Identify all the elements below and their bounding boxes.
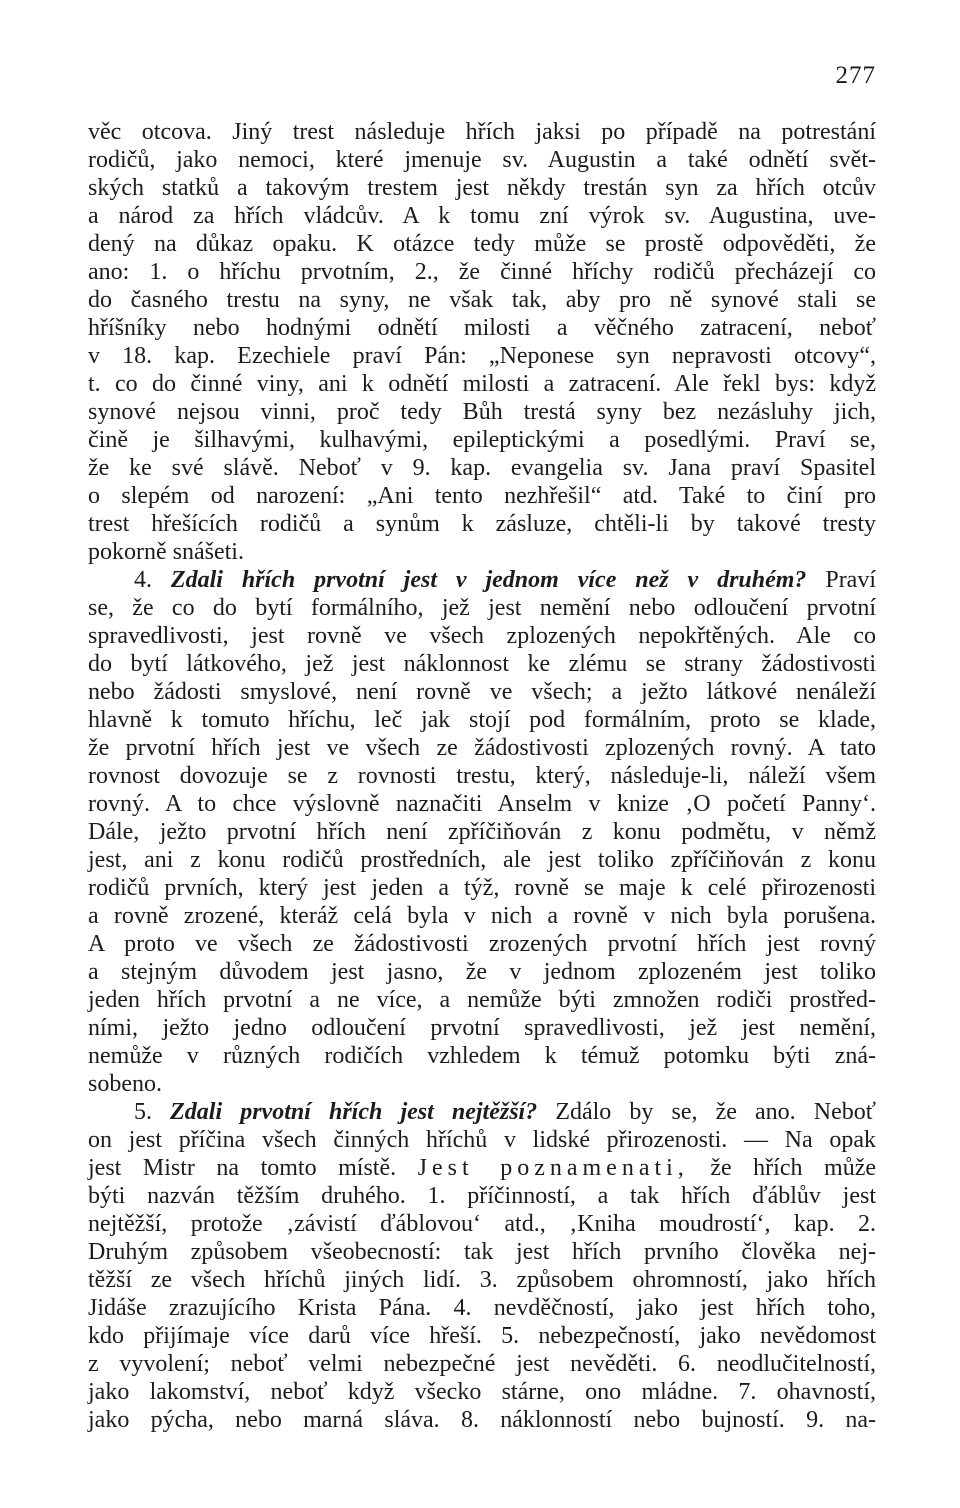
text-line: t. co do činné viny, ani k odnětí milosti a zatracení. Ale řekl bys: když [88,371,876,397]
question-number: 5. [134,1099,152,1125]
text-line: rovný. A to chce výslovně naznačiti Anselm v knize ‚O početí Panny‘. [88,791,876,817]
text-line: rodičů, jako nemoci, které jmenuje sv. Augustin a také odnětí svět- [88,147,876,173]
text-fragment: jest Mistr na tomto místě. [88,1155,397,1181]
text-line: synové nejsou vinni, proč tedy Bůh trestá syny bez nezásluhy jich, [88,399,876,425]
text-line: do bytí látkového, jež jest náklonnost ke zlému se strany žádostivosti [88,651,876,677]
text-line: se, že co do bytí formálního, jež jest nemění nebo odloučení prvotní [88,595,876,621]
question-number: 4. [134,567,152,593]
text-line: nemůže v různých rodičích vzhledem k témuž potomku býti zná- [88,1043,876,1069]
page-number: 277 [835,62,876,89]
text-line: o slepém od narození: „Ani tento nezhřešil“ atd. Také to činí pro [88,483,876,509]
text-line: býti nazván těžším druhého. 1. příčinností, a tak hřích ďáblův jest [88,1183,876,1209]
question-title: Zdali prvotní hřích jest nejtěžší? [170,1099,538,1125]
text-line: z vyvolení; neboť velmi nebezpečné jest nevěděti. 6. neodlučitelností, [88,1351,876,1377]
body-text [88,118,876,1434]
text-line: Jidáše zrazujícího Krista Pána. 4. nevděčností, jako jest hřích toho, [88,1295,876,1321]
text-line: sobeno. [88,1071,162,1097]
text-line: hříšníky nebo hodnými odnětí milosti a věčného zatracení, neboť [88,315,876,341]
text-line: že ke své slávě. Neboť v 9. kap. evangelia sv. Jana praví Spasitel [88,455,876,481]
text-line: jako pýcha, nebo marná sláva. 8. náklonností nebo bujností. 9. na- [88,1407,876,1433]
text-line: on jest příčina všech činných hříchů v lidské přirozenosti. — Na opak [88,1127,876,1153]
question-title: Zdali hřích prvotní jest v jednom více než v druhém? [170,567,807,593]
text-line: jeden hřích prvotní a ne více, a nemůže býti zmnožen rodiči prostřed- [88,987,876,1013]
question-heading-line [88,566,876,594]
text-line: kdo přijímaje více darů více hřeší. 5. nebezpečností, jako nevědomost [88,1323,876,1349]
spaced-emphasis: Jest poznamenati, [417,1155,689,1181]
text-line: věc otcova. Jiný trest následuje hřích jaksi po případě na potrestání [88,119,876,145]
text-line: jest, ani z konu rodičů prostředních, ale jest toliko zpříčiňován z konu [88,847,876,873]
text-line: ských statků a takovým trestem jest někdy trestán syn za hřích otcův [88,175,876,201]
question-continuation: Zdálo by se, že ano. Neboť [555,1099,877,1125]
text-line: A proto ve všech ze žádostivosti zrozených prvotní hřích jest rovný [88,931,876,957]
text-line: v 18. kap. Ezechiele praví Pán: „Neponese syn nepravosti otcovy“, [88,343,876,369]
text-line: těžší ze všech hříchů jiných lidí. 3. způsobem ohromností, jako hřích [88,1267,876,1293]
text-fragment: že hřích může [710,1155,876,1181]
text-line: čině je šilhavými, kulhavými, epileptickými a posedlými. Praví se, [88,427,876,453]
text-line: a stejným důvodem jest jasno, že v jednom zplozeném jest toliko [88,959,876,985]
text-line: ano: 1. o hříchu prvotním, 2., že činné hříchy rodičů přecházejí co [88,259,876,285]
text-line: rovnost dovozuje se z rovnosti trestu, který, následuje-li, náleží všem [88,763,876,789]
text-line: Dále, ježto prvotní hřích není zpříčiňován z konu podmětu, v němž [88,819,876,845]
text-line: že prvotní hřích jest ve všech ze žádostivosti zplozených rovný. A tato [88,735,876,761]
text-line: rodičů prvních, který jest jeden a týž, rovně se maje k celé přirozenosti [88,875,876,901]
text-line: nebo žádosti smyslové, není rovně ve všech; a ježto látkové nenáleží [88,679,876,705]
text-line: nejtěžší, protože ‚závistí ďáblovou‘ atd., ‚Kniha moudrostí‘, kap. 2. [88,1211,876,1237]
text-line: do časného trestu na syny, ne však tak, aby pro ně synové stali se [88,287,876,313]
text-line: trest hřešících rodičů a synům k zásluze, chtěli-li by takové tresty [88,511,876,537]
text-line: ními, ježto jedno odloučení prvotní spravedlivosti, jež jest nemění, [88,1015,876,1041]
text-line: a rovně zrozené, kteráž celá byla v nich a rovně v nich byla porušena. [88,903,876,929]
text-line: hlavně k tomuto hříchu, leč jak stojí pod formálním, proto se klade, [88,707,876,733]
text-line: pokorně snášeti. [88,539,244,565]
question-continuation: Praví [825,567,877,593]
text-line: spravedlivosti, jest rovně ve všech zplozených nepokřtěných. Ale co [88,623,876,649]
question-heading-line [88,1098,876,1126]
text-line: Druhým způsobem všeobecností: tak jest hřích prvního člověka nej- [88,1239,876,1265]
text-line: jako lakomství, neboť když všecko stárne, ono mládne. 7. ohavností, [88,1379,876,1405]
text-line: dený na důkaz opaku. K otázce tedy může se prostě odpověděti, že [88,231,876,257]
text-line: a národ za hřích vládcův. A k tomu zní výrok sv. Augustina, uve- [88,203,876,229]
text-line [88,1154,876,1182]
